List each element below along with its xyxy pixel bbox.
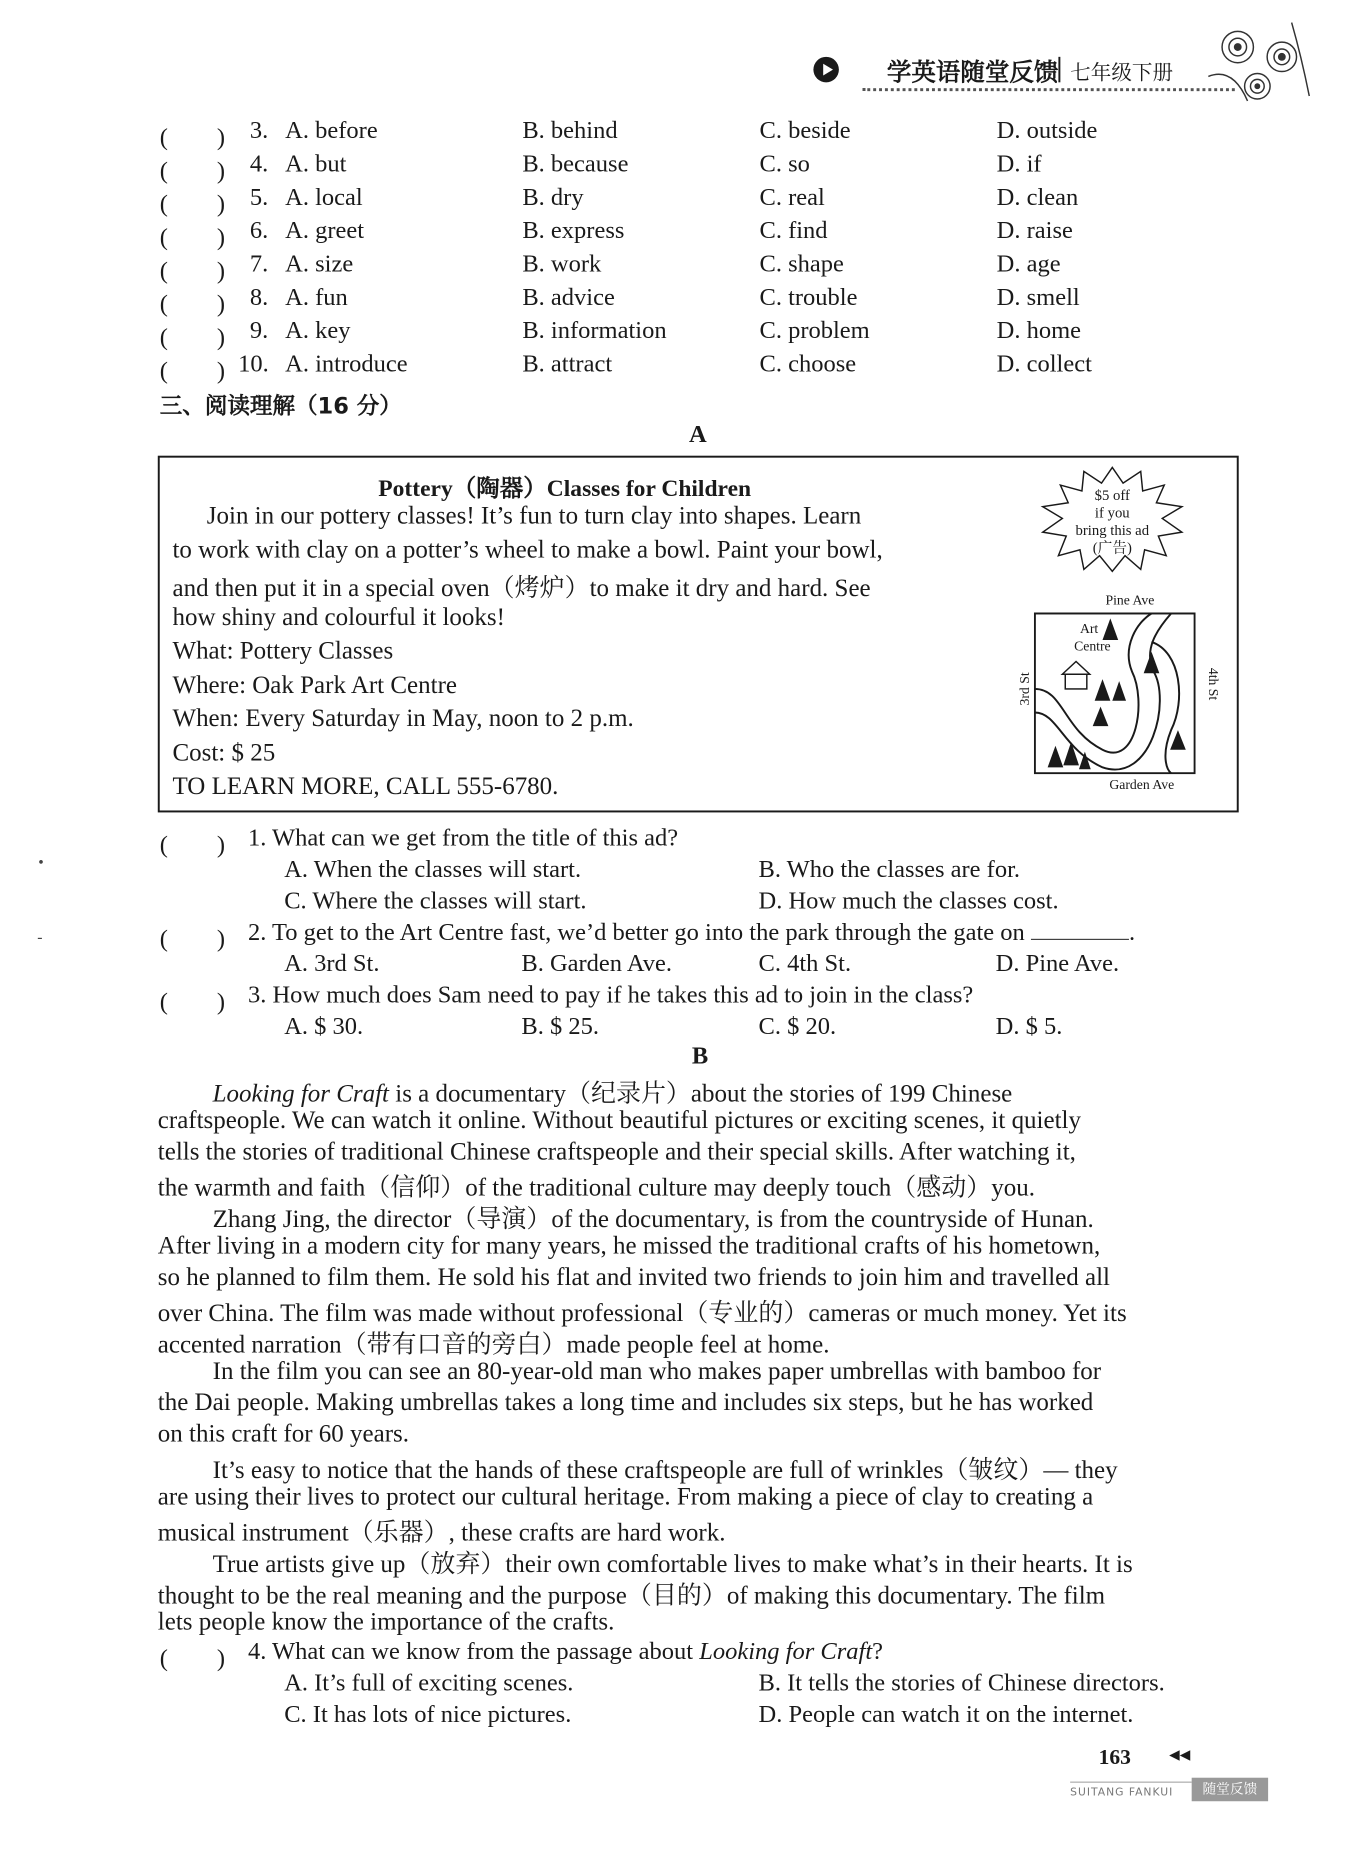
option-b: B. attract — [522, 350, 613, 378]
option-a: A. $ 30. — [284, 1013, 364, 1040]
footer-badge: 随堂反馈 — [1192, 1778, 1268, 1802]
question-number: 4. — [249, 150, 269, 178]
ad-when: When: Every Saturday in May, noon to 2 p.m. — [172, 703, 634, 733]
option-c: C. shape — [759, 250, 844, 278]
passage-line: thought to be the real meaning and the purpose（目的）of making this documentary. The film — [157, 1580, 1106, 1610]
option-b: B. $ 25. — [521, 1013, 599, 1040]
badge-line: bring this ad — [1075, 523, 1150, 539]
documentary-title: Looking for Craft — [699, 1638, 873, 1666]
question-number: 10. — [238, 350, 269, 378]
option-b: B. behind — [522, 117, 618, 145]
option-a: A. size — [285, 250, 354, 278]
passage-line: the Dai people. Making umbrellas takes a long time and includes six steps, but he has worked — [157, 1387, 1094, 1417]
answer-paren[interactable]: ( ) — [159, 124, 226, 151]
option-a: A. before — [285, 117, 378, 145]
option-a: A. greet — [285, 217, 365, 245]
option-d: D. $ 5. — [995, 1013, 1063, 1040]
map-centre-line: Centre — [1074, 639, 1111, 655]
passage-line: so he planned to film them. He sold his flat and invited two friends to join him and travelled all — [157, 1262, 1110, 1291]
cloze-row — [160, 284, 1258, 317]
passage-line: It’s easy to notice that the hands of these craftspeople are full of wrinkles（皱纹）— they — [212, 1455, 1118, 1484]
question-number: 3. — [249, 117, 269, 145]
question-stem: 1. What can we get from the title of this ad? — [247, 825, 679, 852]
header-title: 学英语随堂反馈 — [886, 57, 1059, 87]
ad-what: What: Pottery Classes — [172, 636, 394, 665]
cloze-row — [160, 184, 1258, 217]
ad-text-line: Join in our pottery classes! It’s fun to turn clay into shapes. Learn — [206, 500, 862, 530]
answer-paren[interactable]: ( ) — [159, 324, 226, 351]
answer-paren[interactable]: ( ) — [159, 291, 226, 318]
option-b: B. Who the classes are for. — [758, 856, 1021, 883]
option-d: D. How much the classes cost. — [758, 887, 1059, 915]
option-b: B. dry — [522, 184, 584, 211]
option-b: B. work — [522, 250, 602, 278]
option-c: C. choose — [759, 350, 857, 378]
option-a: A. key — [285, 317, 351, 344]
badge-line: (广告) — [1092, 540, 1132, 557]
option-c: C. beside — [759, 117, 851, 145]
footer-rule — [1070, 1782, 1192, 1783]
header-dotted-rule — [862, 88, 1234, 91]
map-art-centre-label — [1074, 621, 1123, 656]
option-d: D. clean — [996, 184, 1079, 211]
option-d: D. if — [996, 150, 1042, 178]
ad-call: TO LEARN MORE, CALL 555-6780. — [172, 771, 559, 800]
option-c: C. It has lots of nice pictures. — [284, 1701, 572, 1728]
ad-where: Where: Oak Park Art Centre — [172, 670, 457, 699]
option-c: C. real — [759, 184, 825, 211]
passage-line: are using their lives to protect our cultural heritage. From making a piece of clay to creating a — [157, 1481, 1094, 1511]
option-a: A. When the classes will start. — [284, 856, 582, 883]
answer-paren[interactable]: ( ) — [159, 224, 226, 251]
section-title: 三、阅读理解（16 分） — [159, 393, 402, 420]
passage-line — [213, 1074, 1013, 1109]
question-stem: 3. How much does Sam need to pay if he takes this ad to join in the class? — [247, 981, 974, 1009]
option-d: D. home — [996, 317, 1082, 344]
passage-line-text: is a documentary（纪录片）about the stories of 199 Chinese — [389, 1078, 1013, 1108]
passage-a-label: A — [688, 421, 707, 448]
passage-line: on this craft for 60 years. — [157, 1419, 409, 1448]
option-c: C. $ 20. — [758, 1013, 837, 1040]
option-b: B. advice — [522, 284, 615, 311]
question-number: 6. — [249, 217, 269, 245]
answer-paren[interactable]: ( ) — [159, 926, 226, 953]
cloze-row — [160, 218, 1258, 251]
answer-paren[interactable]: ( ) — [159, 832, 226, 859]
passage-line: musical instrument（乐器）, these crafts are hard work. — [157, 1518, 726, 1547]
option-b: B. express — [522, 217, 625, 245]
option-b: B. information — [522, 317, 667, 344]
option-d: D. outside — [996, 117, 1098, 145]
answer-paren[interactable]: ( ) — [159, 257, 226, 285]
option-c: C. trouble — [759, 284, 858, 311]
double-arrow-icon: ◀◀ — [1169, 1748, 1191, 1764]
option-d: D. smell — [996, 284, 1080, 311]
map-label-top: Pine Ave — [1105, 593, 1155, 609]
ad-text-line: to work with clay on a potter’s wheel to make a bowl. Paint your bowl, — [172, 535, 883, 564]
question-stem-text: 2. To get to the Art Centre fast, we’d better go into the park through the gate on — [247, 919, 1025, 946]
answer-paren[interactable]: ( ) — [159, 191, 226, 218]
answer-paren[interactable]: ( ) — [159, 357, 226, 385]
passage-line: tells the stories of traditional Chinese craftspeople and their special skills. After watching it, — [157, 1136, 1076, 1166]
passage-line: accented narration（带有口音的旁白）made people feel at home. — [157, 1329, 830, 1359]
cloze-row — [160, 151, 1258, 184]
ad-text-line: and then put it in a special oven（烤炉）to make it dry and hard. See — [172, 573, 871, 602]
question-stem-text: 4. What can we know from the passage about — [247, 1638, 700, 1666]
badge-text — [1068, 487, 1156, 558]
ad-text-line: how shiny and colourful it looks! — [172, 602, 505, 632]
question-number: 5. — [249, 184, 269, 211]
option-a: A. It’s full of exciting scenes. — [284, 1669, 574, 1697]
answer-blank[interactable] — [1031, 938, 1129, 940]
option-a: A. introduce — [285, 350, 408, 378]
documentary-title: Looking for Craft — [212, 1078, 390, 1108]
passage-line: True artists give up（放弃）their own comfortable lives to make what’s in their hearts. It is — [212, 1549, 1133, 1578]
question-stem-end: ? — [872, 1638, 884, 1666]
option-c: C. 4th St. — [758, 950, 852, 978]
footer-pinyin: SUITANG FANKUI — [1070, 1785, 1174, 1799]
option-b: B. It tells the stories of Chinese directors. — [758, 1669, 1165, 1697]
question-number: 7. — [249, 250, 269, 278]
passage-line: lets people know the importance of the crafts. — [157, 1607, 615, 1636]
passage-b-label: B — [691, 1042, 709, 1070]
cloze-row — [160, 251, 1258, 284]
option-d: D. raise — [996, 217, 1073, 245]
question-stem: 2. To get to the Art Centre fast, we’d better go into the park through the gate on . — [247, 919, 1136, 946]
question-number: 8. — [249, 284, 269, 311]
answer-paren[interactable]: ( ) — [159, 1645, 226, 1672]
ad-cost: Cost: $ 25 — [172, 737, 276, 767]
answer-paren[interactable]: ( ) — [159, 157, 226, 185]
question-number: 9. — [249, 317, 269, 344]
option-a: A. but — [285, 150, 347, 178]
map-label-left: 3rd St — [1018, 672, 1033, 706]
option-d: D. collect — [996, 350, 1092, 378]
badge-line: if you — [1094, 505, 1130, 522]
badge-line: $5 off — [1094, 488, 1130, 504]
header-divider — [1058, 57, 1060, 82]
question-stem — [248, 1639, 883, 1666]
ad-title: Pottery（陶器）Classes for Children — [378, 476, 752, 502]
play-icon — [813, 57, 838, 82]
passage-line: In the film you can see an 80-year-old man who makes paper umbrellas with bamboo for — [212, 1356, 1102, 1385]
option-a: A. 3rd St. — [284, 950, 380, 978]
passage-line: craftspeople. We can watch it online. Without beautiful pictures or exciting scenes, it quietly — [157, 1105, 1081, 1134]
page-number: 163 — [1098, 1744, 1131, 1769]
passage-line: over China. The film was made without professional（专业的）cameras or much money. Yet its — [157, 1298, 1127, 1327]
passage-line: Zhang Jing, the director（导演）of the documentary, is from the countryside of Hunan. — [212, 1204, 1094, 1233]
passage-line: After living in a modern city for many years, he missed the traditional crafts of his hometown, — [157, 1230, 1101, 1260]
option-a: A. local — [285, 184, 363, 211]
option-d: D. age — [996, 250, 1061, 278]
option-d: D. People can watch it on the internet. — [758, 1701, 1134, 1728]
option-c: C. problem — [759, 317, 870, 344]
option-d: D. Pine Ave. — [995, 950, 1120, 978]
map-label-right: 4th St — [1204, 667, 1220, 701]
header-grade: 七年级下册 — [1070, 60, 1174, 85]
option-b: B. Garden Ave. — [521, 950, 672, 978]
option-b: B. because — [522, 150, 629, 178]
map-centre-line: Art — [1079, 622, 1099, 637]
option-c: C. so — [759, 150, 810, 178]
cloze-row — [160, 318, 1258, 351]
answer-paren[interactable]: ( ) — [159, 988, 226, 1016]
cloze-row — [160, 351, 1258, 384]
option-a: A. fun — [285, 284, 348, 311]
option-c: C. Where the classes will start. — [284, 887, 587, 915]
flower-decoration-icon — [1203, 18, 1311, 106]
margin-dot: • — [38, 854, 44, 872]
cloze-row — [160, 118, 1258, 151]
passage-line: the warmth and faith（信仰）of the traditional culture may deeply touch（感动）you. — [157, 1173, 1036, 1202]
option-c: C. find — [759, 217, 828, 245]
map-label-bottom: Garden Ave — [1109, 778, 1175, 793]
margin-dash: - — [37, 929, 43, 946]
